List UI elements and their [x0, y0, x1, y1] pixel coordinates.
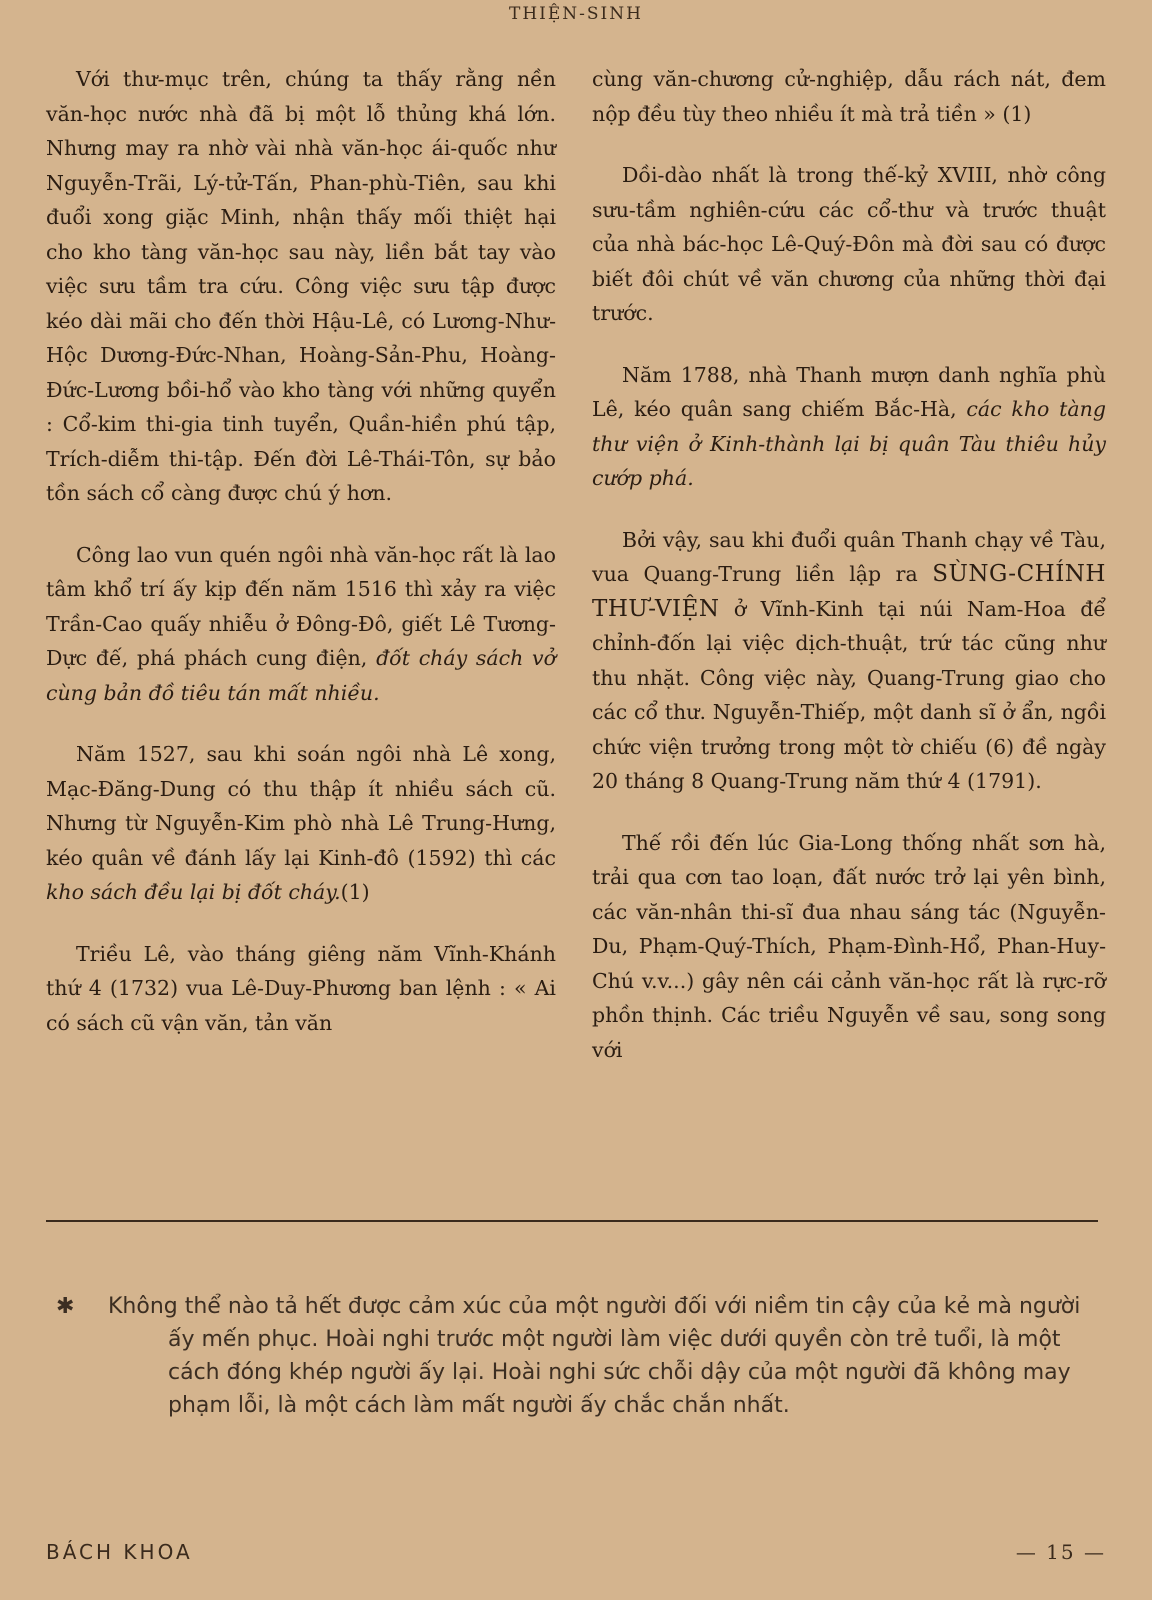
right-paragraph-3-italic: các kho tàng thư viện ở Kinh-thành lại bị quân Tàu thiêu hủy cướp phá. — [592, 397, 1106, 490]
right-paragraph-4-before: Bởi vậy, sau khi đuổi quân Thanh chạy về Tàu, vua Quang-Trung liền lập ra — [592, 527, 1106, 586]
page-footer — [46, 1540, 1106, 1580]
divider-rule — [46, 1220, 1098, 1222]
running-head-title: THIỆN-SINH — [509, 4, 643, 24]
left-paragraph-2-italic: đốt cháy sách vở cùng bản đồ tiêu tán mất nhiều. — [46, 646, 556, 705]
right-paragraph-4 — [592, 523, 1106, 799]
left-paragraph-1: Với thư-mục trên, chúng ta thấy rằng nền văn-học nước nhà đã bị một lỗ thủng khá lớn. Nhưng may ra nhờ vài nhà văn-học ái-quốc như Nguyễn-Trãi, Lý-tử-Tấn, Phan-phù-Tiên, sau khi đuổi xong giặc Minh, nhận thấy mối thiệt hại cho kho tàng văn-học sau này, liền bắt tay vào việc sưu tầm tra cứu. Công việc sưu tập được kéo dài mãi cho đến thời Hậu-Lê, có Lương-Như-Hộc Dương-Đức-Nhan, Hoàng-Sản-Phu, Hoàng-Đức-Lương bồi-hổ vào kho tàng với những quyển : Cổ-kim thi-gia tinh tuyển, Quần-hiền phú tập, Trích-diễm thi-tập. Đến đời Lê-Thái-Tôn, sự bảo tồn sách cổ càng được chú ý hơn. — [46, 67, 556, 505]
left-paragraph-4: Triều Lê, vào tháng giêng năm Vĩnh-Khánh thứ 4 (1732) vua Lê-Duy-Phương ban lệnh : « Ai có sách cũ vận văn, tản văn — [46, 941, 556, 1035]
library-name: SÙNG-CHÍNH THƯ-VIỆN — [592, 561, 1106, 622]
magazine-name: BÁCH KHOA — [46, 1540, 193, 1564]
left-paragraph-2-text: Công lao vun quén ngôi nhà văn-học rất là lao tâm khổ trí ấy kịp đến năm 1516 thì xảy ra việc Trần-Cao quấy nhiễu ở Đông-Đô, giết Lê Tương-Dực đế, phá phách cung điện, — [46, 542, 556, 670]
left-paragraph-2 — [46, 538, 556, 711]
page-number: — 15 — — [1015, 1540, 1106, 1564]
footnote-ref: (1) — [340, 880, 370, 904]
right-paragraph-3 — [592, 358, 1106, 496]
left-paragraph-3 — [46, 737, 556, 910]
right-paragraph-2: Dồi-dào nhất là trong thế-kỷ XVIII, nhờ công sưu-tầm nghiên-cứu các cổ-thư và trước thuật của nhà bác-học Lê-Quý-Đôn mà đời sau có được biết đôi chút về văn chương của những thời đại trước. — [592, 163, 1106, 325]
quote-box — [46, 1290, 1106, 1422]
star-icon: ✱ — [56, 1294, 75, 1319]
right-paragraph-4-after: ở Vĩnh-Kinh tại núi Nam-Hoa để chỉnh-đốn lại việc dịch-thuật, trứ tác cũng như thu nhặt. Công việc này, Quang-Trung giao cho các cổ thư. Nguyễn-Thiếp, một danh sĩ ở ẩn, ngồi chức viện trưởng trong một tờ chiếu (6) đề ngày 20 tháng 8 Quang-Trung năm thứ 4 (1791). — [592, 596, 1106, 793]
right-paragraph-3-text: Năm 1788, nhà Thanh mượn danh nghĩa phù Lê, kéo quân sang chiếm Bắc-Hà, — [592, 362, 1106, 421]
right-paragraph-5: Thế rồi đến lúc Gia-Long thống nhất sơn hà, trải qua cơn tao loạn, đất nước trở lại yên bình, các văn-nhân thi-sĩ đua nhau sáng tác (Nguyễn-Du, Phạm-Quý-Thích, Phạm-Đình-Hổ, Phan-Huy-Chú v.v...) gây nên cái cảnh văn-học rất là rực-rỡ phồn thịnh. Các triều Nguyễn về sau, song song với — [592, 830, 1106, 1062]
left-column — [46, 62, 556, 1067]
left-paragraph-3-text: Năm 1527, sau khi soán ngôi nhà Lê xong, Mạc-Đăng-Dung có thu thập ít nhiều sách cũ. Nhưng từ Nguyễn-Kim phò nhà Lê Trung-Hưng, kéo quân về đánh lấy lại Kinh-đô (1592) thì các — [46, 742, 556, 870]
right-paragraph-1: cùng văn-chương cử-nghiệp, dẫu rách nát, đem nộp đều tùy theo nhiều ít mà trả tiền » (1) — [592, 67, 1106, 126]
right-column — [592, 62, 1106, 1094]
left-paragraph-3-italic: kho sách đều lại bị đốt cháy. — [46, 880, 341, 904]
quote-text: Không thể nào tả hết được cảm xúc của một người đối với niềm tin cậy của kẻ mà người ấy mến phục. Hoài nghi trước một người làm việc dưới quyền còn trẻ tuổi, là một cách đóng khép người ấy lại. Hoài nghi sức chỗi dậy của một người đã không may phạm lỗi, là một cách làm mất người ấy chắc chắn nhất. — [108, 1294, 1081, 1418]
